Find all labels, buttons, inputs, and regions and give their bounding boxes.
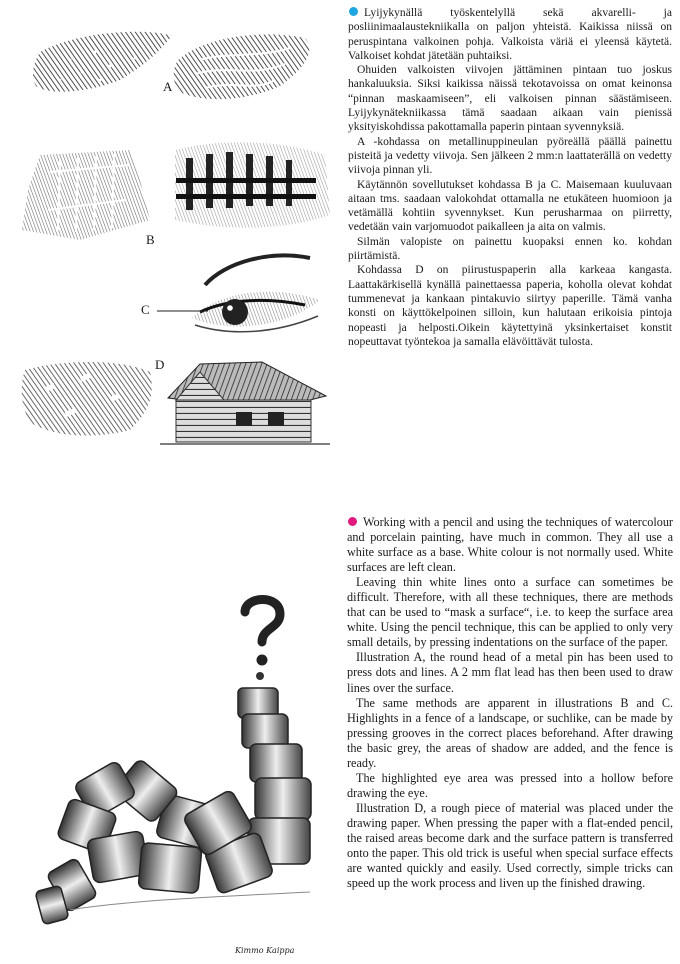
english-text-column — [347, 515, 673, 891]
question-mark-icon — [245, 600, 280, 681]
illustration-d-texture-left — [22, 362, 152, 436]
illustrations-panel — [0, 0, 340, 460]
english-paragraph: The highlighted eye area was pressed into a hollow before drawing the eye. — [347, 770, 673, 800]
illustration-b-fence-left — [22, 150, 150, 240]
finnish-paragraph: Silmän valopiste on painettu kuopaksi ennen ko. kohdan piirtämistä. — [348, 235, 672, 263]
illustration-d-cabin — [160, 362, 330, 444]
english-paragraph: Working with a pencil and using the techniques of watercolour and porcelain painting, have much in common. They all use a white surface as a base. White colour is not normally used. White surfaces are left clean. — [347, 515, 673, 575]
illustration-a-texture-left — [33, 32, 172, 92]
cup-segments — [35, 688, 311, 925]
cup-snail-illustration — [10, 500, 330, 960]
label-d: D — [155, 357, 165, 372]
label-c: C — [141, 302, 150, 317]
finnish-bullet-icon — [349, 7, 358, 16]
english-paragraph: Illustration A, the round head of a metal pin has been used to press dots and lines. A 2 mm flat lead has then been used to draw lines over the surface. — [347, 650, 673, 695]
finnish-text-column — [348, 6, 672, 349]
english-paragraph: The same methods are apparent in illustrations B and C. Highlights in a fence of a landscape, or suchlike, can be made by pressing grooves in the correct places beforehand. After drawing the basic grey, the areas of shadow are added, and the fence is ready. — [347, 695, 673, 770]
signature-text: Kimmo Kaippa — [235, 946, 295, 955]
english-paragraph: Leaving thin white lines onto a surface can sometimes be difficult. Therefore, with all these techniques, there are methods that can be used to “mask a surface“, i.e. to keep the surface area white. Using the pencil technique, this can be applied to only very small details, by pressing indentations on the surface of the paper. — [347, 575, 673, 650]
finnish-paragraph: Lyijykynällä työskentelyllä sekä akvarelli- ja posliinimaalaustekniikalla on paljon yhteistä. Kaikissa niissä on peruspintana valkoinen pohja. Valkoista väriä ei yleensä käytetä. Valkoiset kohdat jätetään puhtaiksi. — [348, 7, 672, 62]
english-bullet-icon — [348, 517, 357, 526]
english-paragraph: Illustration D, a rough piece of material was placed under the drawing paper. When pressing the paper with a flat-ended pencil, the raised areas become dark and the surface pattern is transferred onto the paper. This old trick is useful when special surface effects are wanted quickly and easily. Used correctly, simple tricks can speed up the work process and liven up the finished drawing. — [347, 800, 673, 891]
label-a: A — [163, 79, 173, 94]
illustration-b-fence-right — [175, 142, 330, 227]
label-b: B — [146, 232, 155, 247]
finnish-paragraph: A -kohdassa on metallinuppineulan pyöreällä päällä painettu pisteitä ja vedetty viivoja. Sen jälkeen 2 mm:n laattaterällä on vedetty viivoja pinnan yli. — [348, 135, 672, 177]
artist-signature — [233, 942, 303, 956]
finnish-paragraph: Käytännön sovellutukset kohdassa B ja C. Maisemaan kuuluvaan aitaan tms. saadaan valokohdat ottamalla ne etukäteen huomioon ja vetämällä kohtiin syvennykset. Kun perusharmaa on piirretty, vedetään vain varjomuodot paikalleen ja aita on valmis. — [348, 178, 672, 234]
illustration-c-eye — [192, 256, 320, 332]
illustration-a-texture-right — [174, 34, 310, 99]
finnish-paragraph: Kohdassa D on piirustuspaperin alla karkeaa kangasta. Laattakärkisellä kynällä painettaessa paperia, koholla olevat kohdat tummenevat ja kankaan pintakuvio siirtyy paperille. Tämä vanha konsti on käyttökelpoinen silloin, kun halutaan erikoisia pintoja nopeasti ja helposti.Oikein käytettyinä yksinkertaiset konstit nopeuttavat työntekoa ja samalla elävöittävät tulosta. — [348, 264, 672, 348]
finnish-paragraph: Ohuiden valkoisten viivojen jättäminen pintaan tuo joskus hankaluuksia. Siksi kaikissa näissä tekotavoissa on omat keinonsa “pinnan maskaamiseen”, eli valkoisen pinnan säästämiseen. Lyijykynätekniikassa tämä saadaan aikaan vain pienissä yksityiskohdissa pakottamalla paperin pintaan syvennyksiä. — [348, 64, 672, 134]
